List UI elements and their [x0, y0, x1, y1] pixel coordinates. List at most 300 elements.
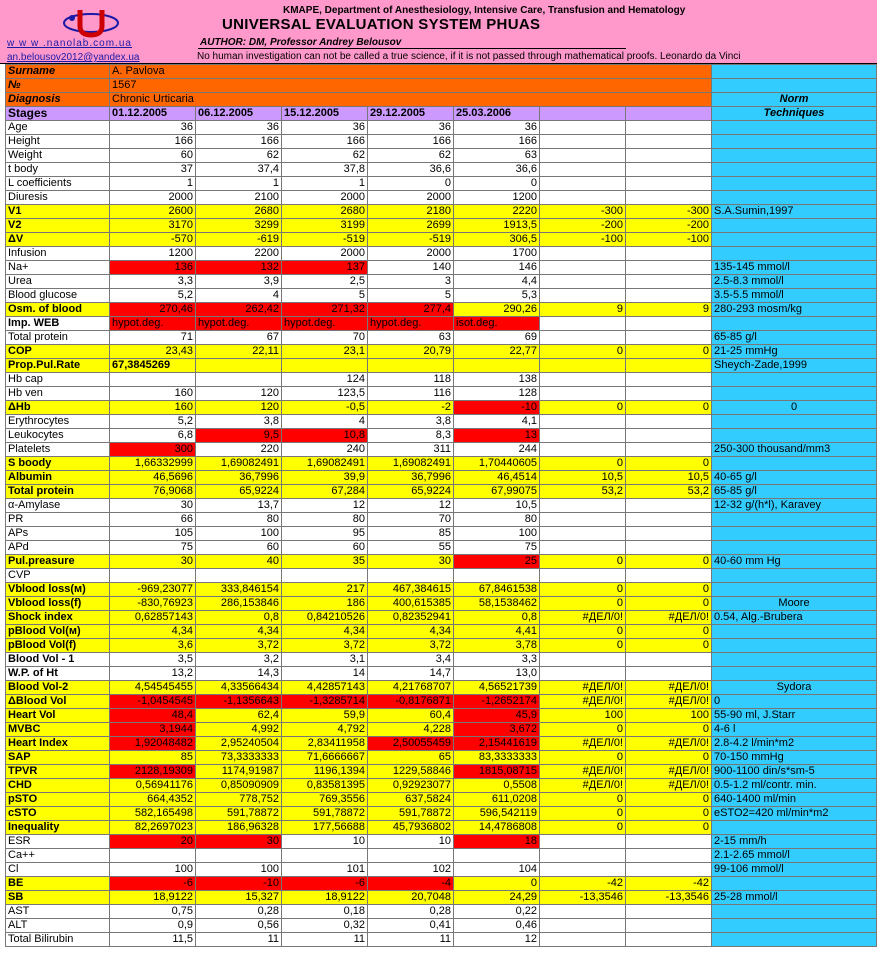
norm-cell[interactable] [712, 919, 877, 933]
data-cell[interactable]: 4,42857143 [282, 681, 368, 695]
data-cell[interactable]: 14,3 [196, 667, 282, 681]
row-label[interactable]: PR [6, 513, 110, 527]
data-cell[interactable]: hypot.deg. [110, 317, 196, 331]
data-cell[interactable] [626, 247, 712, 261]
data-cell[interactable]: 3170 [110, 219, 196, 233]
data-cell[interactable]: 3,8 [368, 415, 454, 429]
data-cell[interactable]: -0,8176871 [368, 695, 454, 709]
data-cell[interactable]: 0 [626, 821, 712, 835]
data-cell[interactable] [626, 163, 712, 177]
data-cell[interactable]: 100 [196, 863, 282, 877]
data-cell[interactable]: 306,5 [454, 233, 540, 247]
data-cell[interactable]: 85 [368, 527, 454, 541]
data-cell[interactable]: 0,56 [196, 919, 282, 933]
row-label[interactable]: Hb ven [6, 387, 110, 401]
data-cell[interactable]: 36,6 [368, 163, 454, 177]
data-cell[interactable]: 62,4 [196, 709, 282, 723]
data-cell[interactable]: 36 [110, 121, 196, 135]
data-cell[interactable]: 75 [110, 541, 196, 555]
data-cell[interactable] [540, 247, 626, 261]
row-label[interactable]: Blood Vol - 1 [6, 653, 110, 667]
data-cell[interactable]: 3 [368, 275, 454, 289]
data-cell[interactable]: 62 [368, 149, 454, 163]
row-label[interactable]: Height [6, 135, 110, 149]
row-label[interactable]: Infusion [6, 247, 110, 261]
data-cell[interactable]: 244 [454, 443, 540, 457]
data-cell[interactable]: 0,8 [454, 611, 540, 625]
data-cell[interactable]: -2 [368, 401, 454, 415]
data-cell[interactable]: 0 [540, 751, 626, 765]
data-cell[interactable]: 13,0 [454, 667, 540, 681]
data-cell[interactable] [196, 359, 282, 373]
data-cell[interactable]: 582,165498 [110, 807, 196, 821]
data-cell[interactable]: 128 [454, 387, 540, 401]
data-cell[interactable]: 177,56688 [282, 821, 368, 835]
data-cell[interactable]: 71,6666667 [282, 751, 368, 765]
row-label[interactable]: Heart Vol [6, 709, 110, 723]
data-cell[interactable]: 769,3556 [282, 793, 368, 807]
data-cell[interactable]: 2220 [454, 205, 540, 219]
data-cell[interactable]: 39,9 [282, 471, 368, 485]
row-label[interactable]: ΔV [6, 233, 110, 247]
data-cell[interactable] [540, 499, 626, 513]
data-cell[interactable]: 73,3333333 [196, 751, 282, 765]
data-cell[interactable]: 11 [368, 933, 454, 947]
norm-cell[interactable]: 900-1100 din/s*sm-5 [712, 765, 877, 779]
data-cell[interactable] [540, 121, 626, 135]
data-cell[interactable]: 0 [626, 457, 712, 471]
data-cell[interactable]: 0 [540, 807, 626, 821]
data-cell[interactable] [626, 835, 712, 849]
data-cell[interactable]: 60 [110, 149, 196, 163]
data-cell[interactable]: -969,23077 [110, 583, 196, 597]
data-cell[interactable]: -519 [368, 233, 454, 247]
data-cell[interactable]: 67,3845269 [110, 359, 196, 373]
data-cell[interactable]: 591,78872 [282, 807, 368, 821]
data-cell[interactable]: 160 [110, 387, 196, 401]
data-cell[interactable]: #ДЕЛ/0! [540, 765, 626, 779]
data-cell[interactable]: 116 [368, 387, 454, 401]
norm-cell[interactable] [712, 387, 877, 401]
data-cell[interactable]: 1 [196, 177, 282, 191]
data-cell[interactable]: 0,92923077 [368, 779, 454, 793]
data-cell[interactable] [626, 415, 712, 429]
data-cell[interactable]: 1,92048482 [110, 737, 196, 751]
data-cell[interactable]: 102 [368, 863, 454, 877]
data-cell[interactable]: 5,3 [454, 289, 540, 303]
data-cell[interactable]: 0,83581395 [282, 779, 368, 793]
data-cell[interactable]: 166 [368, 135, 454, 149]
data-cell[interactable]: 67,8461538 [454, 583, 540, 597]
data-cell[interactable]: 286,153846 [196, 597, 282, 611]
data-cell[interactable] [626, 499, 712, 513]
data-cell[interactable]: #ДЕЛ/0! [626, 765, 712, 779]
data-cell[interactable] [110, 569, 196, 583]
data-cell[interactable]: 22,11 [196, 345, 282, 359]
data-cell[interactable]: 67,284 [282, 485, 368, 499]
data-cell[interactable]: 1 [110, 177, 196, 191]
data-cell[interactable]: 36 [368, 121, 454, 135]
norm-cell[interactable] [712, 121, 877, 135]
data-cell[interactable]: 3,6 [110, 639, 196, 653]
data-cell[interactable]: 400,615385 [368, 597, 454, 611]
data-cell[interactable] [626, 933, 712, 947]
data-cell[interactable]: 300 [110, 443, 196, 457]
norm-cell[interactable]: Sydora [712, 681, 877, 695]
data-cell[interactable]: 166 [282, 135, 368, 149]
data-cell[interactable]: 0,32 [282, 919, 368, 933]
data-cell[interactable]: 1200 [110, 247, 196, 261]
data-cell[interactable]: 637,5824 [368, 793, 454, 807]
norm-cell[interactable] [712, 583, 877, 597]
data-cell[interactable]: 65,9224 [196, 485, 282, 499]
row-label[interactable]: Osm. of blood [6, 303, 110, 317]
data-cell[interactable] [540, 527, 626, 541]
data-cell[interactable]: 2180 [368, 205, 454, 219]
norm-cell[interactable] [712, 191, 877, 205]
data-cell[interactable]: 3,4 [368, 653, 454, 667]
data-cell[interactable] [196, 849, 282, 863]
data-cell[interactable] [540, 373, 626, 387]
data-cell[interactable] [540, 359, 626, 373]
data-cell[interactable]: 146 [454, 261, 540, 275]
data-cell[interactable]: 4,56521739 [454, 681, 540, 695]
norm-cell[interactable] [712, 653, 877, 667]
data-cell[interactable]: 1,69082491 [368, 457, 454, 471]
data-cell[interactable]: 0,46 [454, 919, 540, 933]
norm-cell[interactable] [712, 569, 877, 583]
data-cell[interactable]: 11 [196, 933, 282, 947]
row-label[interactable]: pBlood Vol(f) [6, 639, 110, 653]
data-cell[interactable]: 65,9224 [368, 485, 454, 499]
data-cell[interactable]: 3199 [282, 219, 368, 233]
data-cell[interactable] [540, 653, 626, 667]
data-cell[interactable]: 1,70440605 [454, 457, 540, 471]
data-cell[interactable] [540, 177, 626, 191]
data-cell[interactable]: 45,7936802 [368, 821, 454, 835]
data-cell[interactable]: -619 [196, 233, 282, 247]
data-cell[interactable]: 186 [282, 597, 368, 611]
data-cell[interactable]: 6,8 [110, 429, 196, 443]
data-cell[interactable] [626, 275, 712, 289]
data-cell[interactable]: 100 [540, 709, 626, 723]
data-cell[interactable]: 1815,08715 [454, 765, 540, 779]
row-label[interactable]: AST [6, 905, 110, 919]
row-label[interactable]: Hb cap [6, 373, 110, 387]
norm-cell[interactable]: 4-6 l [712, 723, 877, 737]
data-cell[interactable]: 120 [196, 401, 282, 415]
data-cell[interactable]: 20,7048 [368, 891, 454, 905]
data-cell[interactable] [540, 919, 626, 933]
data-cell[interactable]: 3,672 [454, 723, 540, 737]
row-label[interactable]: Blood Vol-2 [6, 681, 110, 695]
data-cell[interactable]: 65 [368, 751, 454, 765]
norm-cell[interactable] [712, 527, 877, 541]
data-cell[interactable]: #ДЕЛ/0! [626, 737, 712, 751]
data-cell[interactable] [540, 317, 626, 331]
data-cell[interactable]: 5 [368, 289, 454, 303]
data-cell[interactable]: -300 [626, 205, 712, 219]
data-cell[interactable]: 2000 [110, 191, 196, 205]
row-label[interactable]: SB [6, 891, 110, 905]
data-cell[interactable]: 95 [282, 527, 368, 541]
data-cell[interactable]: 0 [626, 793, 712, 807]
norm-cell[interactable] [712, 905, 877, 919]
norm-cell[interactable]: 250-300 thousand/mm3 [712, 443, 877, 457]
norm-cell[interactable]: 135-145 mmol/l [712, 261, 877, 275]
data-cell[interactable]: 0 [540, 821, 626, 835]
row-label[interactable]: Vblood loss(м) [6, 583, 110, 597]
norm-cell[interactable]: 12-32 g/(h*l), Karavey [712, 499, 877, 513]
data-cell[interactable]: 0 [626, 751, 712, 765]
norm-cell[interactable] [712, 247, 877, 261]
data-cell[interactable]: 59,9 [282, 709, 368, 723]
norm-cell[interactable]: 0.5-1.2 ml/contr. min. [712, 779, 877, 793]
data-cell[interactable] [368, 359, 454, 373]
data-cell[interactable] [540, 163, 626, 177]
data-cell[interactable]: 2,50055459 [368, 737, 454, 751]
data-cell[interactable]: #ДЕЛ/0! [540, 779, 626, 793]
row-label[interactable]: COP [6, 345, 110, 359]
data-cell[interactable]: 36 [454, 121, 540, 135]
data-cell[interactable]: 30 [110, 555, 196, 569]
data-cell[interactable]: 0 [540, 583, 626, 597]
norm-cell[interactable]: 0 [712, 401, 877, 415]
data-cell[interactable]: 46,5696 [110, 471, 196, 485]
norm-cell[interactable]: Moore [712, 597, 877, 611]
row-label[interactable]: Albumin [6, 471, 110, 485]
data-cell[interactable]: 85 [110, 751, 196, 765]
data-cell[interactable]: 0,82352941 [368, 611, 454, 625]
data-cell[interactable] [626, 261, 712, 275]
data-cell[interactable]: #ДЕЛ/0! [540, 681, 626, 695]
data-cell[interactable]: 10,5 [540, 471, 626, 485]
email-link[interactable]: an.belousov2012@yandex.ua [7, 52, 140, 63]
data-cell[interactable] [540, 289, 626, 303]
data-cell[interactable]: -300 [540, 205, 626, 219]
data-cell[interactable]: 25 [454, 555, 540, 569]
norm-cell[interactable]: 640-1400 ml/min [712, 793, 877, 807]
data-cell[interactable] [540, 443, 626, 457]
data-cell[interactable] [626, 919, 712, 933]
row-label[interactable]: W.P. of Ht [6, 667, 110, 681]
row-label[interactable]: TPVR [6, 765, 110, 779]
norm-cell[interactable]: 40-65 g/l [712, 471, 877, 485]
data-cell[interactable]: -42 [626, 877, 712, 891]
row-label[interactable]: ΔHb [6, 401, 110, 415]
data-cell[interactable] [626, 429, 712, 443]
data-cell[interactable]: 4,34 [282, 625, 368, 639]
data-cell[interactable]: 2,83411958 [282, 737, 368, 751]
data-cell[interactable]: 100 [196, 527, 282, 541]
data-cell[interactable]: 36,6 [454, 163, 540, 177]
data-cell[interactable]: 0,28 [368, 905, 454, 919]
data-cell[interactable]: 66 [110, 513, 196, 527]
data-cell[interactable]: 0 [540, 723, 626, 737]
data-cell[interactable]: 3,5 [110, 653, 196, 667]
data-cell[interactable] [626, 905, 712, 919]
data-cell[interactable]: 186,96328 [196, 821, 282, 835]
data-cell[interactable]: 124 [282, 373, 368, 387]
data-cell[interactable]: 5 [282, 289, 368, 303]
data-cell[interactable]: 0 [540, 345, 626, 359]
data-cell[interactable]: 137 [282, 261, 368, 275]
data-cell[interactable]: #ДЕЛ/0! [626, 695, 712, 709]
data-cell[interactable]: hypot.deg. [282, 317, 368, 331]
data-cell[interactable]: 0,41 [368, 919, 454, 933]
norm-cell[interactable]: 0 [712, 695, 877, 709]
row-label[interactable]: α-Amylase [6, 499, 110, 513]
data-cell[interactable]: 104 [454, 863, 540, 877]
data-cell[interactable]: 0 [540, 597, 626, 611]
data-cell[interactable] [626, 527, 712, 541]
norm-cell[interactable] [712, 219, 877, 233]
data-cell[interactable] [540, 541, 626, 555]
row-label[interactable]: ΔBlood Vol [6, 695, 110, 709]
data-cell[interactable]: 262,42 [196, 303, 282, 317]
data-cell[interactable] [368, 569, 454, 583]
data-cell[interactable]: 10,5 [626, 471, 712, 485]
row-label[interactable]: Platelets [6, 443, 110, 457]
norm-cell[interactable] [712, 149, 877, 163]
data-cell[interactable]: 136 [110, 261, 196, 275]
data-cell[interactable]: 0 [626, 345, 712, 359]
data-cell[interactable]: 18 [454, 835, 540, 849]
data-cell[interactable]: 9 [626, 303, 712, 317]
data-cell[interactable] [282, 359, 368, 373]
data-cell[interactable] [626, 149, 712, 163]
norm-cell[interactable]: 3.5-5.5 mmol/l [712, 289, 877, 303]
data-cell[interactable] [540, 429, 626, 443]
data-cell[interactable]: 311 [368, 443, 454, 457]
data-cell[interactable]: 45,9 [454, 709, 540, 723]
norm-cell[interactable]: 55-90 ml, J.Starr [712, 709, 877, 723]
data-cell[interactable] [540, 387, 626, 401]
data-cell[interactable]: 0 [626, 639, 712, 653]
data-cell[interactable]: 4,792 [282, 723, 368, 737]
data-cell[interactable]: 105 [110, 527, 196, 541]
data-cell[interactable]: -1,1356643 [196, 695, 282, 709]
row-label[interactable]: CVP [6, 569, 110, 583]
data-cell[interactable]: -13,3546 [540, 891, 626, 905]
data-cell[interactable]: 06.12.2005 [196, 107, 282, 121]
row-label[interactable]: S boody [6, 457, 110, 471]
data-cell[interactable]: #ДЕЛ/0! [626, 779, 712, 793]
row-label[interactable]: Cl [6, 863, 110, 877]
patient-info-value[interactable]: Chronic Urticaria [110, 93, 712, 107]
data-cell[interactable]: #ДЕЛ/0! [540, 695, 626, 709]
data-cell[interactable]: 0 [626, 807, 712, 821]
data-cell[interactable]: 4,41 [454, 625, 540, 639]
data-cell[interactable]: 36 [196, 121, 282, 135]
data-cell[interactable]: 0 [626, 597, 712, 611]
norm-cell[interactable]: Sheych-Zade,1999 [712, 359, 877, 373]
norm-cell[interactable] [712, 877, 877, 891]
norm-cell[interactable] [712, 373, 877, 387]
data-cell[interactable] [540, 415, 626, 429]
data-cell[interactable] [540, 849, 626, 863]
data-cell[interactable]: 2680 [282, 205, 368, 219]
row-label[interactable]: Surname [6, 65, 110, 79]
patient-info-value[interactable]: A. Pavlova [110, 65, 712, 79]
norm-cell[interactable]: eSTO2=420 ml/min*m2 [712, 807, 877, 821]
data-cell[interactable]: -42 [540, 877, 626, 891]
data-cell[interactable]: 8,3 [368, 429, 454, 443]
data-cell[interactable]: -10 [454, 401, 540, 415]
data-cell[interactable]: 23,1 [282, 345, 368, 359]
data-cell[interactable]: 0,75 [110, 905, 196, 919]
row-label[interactable]: Heart Index [6, 737, 110, 751]
data-cell[interactable]: 591,78872 [368, 807, 454, 821]
data-cell[interactable] [282, 849, 368, 863]
data-cell[interactable]: 0 [626, 723, 712, 737]
data-cell[interactable]: 67,99075 [454, 485, 540, 499]
data-cell[interactable]: 2,15441619 [454, 737, 540, 751]
data-cell[interactable]: 53,2 [540, 485, 626, 499]
row-label[interactable]: Urea [6, 275, 110, 289]
data-cell[interactable]: 36 [282, 121, 368, 135]
data-cell[interactable]: 10,5 [454, 499, 540, 513]
data-cell[interactable]: 62 [282, 149, 368, 163]
row-label[interactable]: APs [6, 527, 110, 541]
data-cell[interactable]: 4,1 [454, 415, 540, 429]
norm-cell[interactable]: Norm [712, 93, 877, 107]
data-cell[interactable]: 11,5 [110, 933, 196, 947]
data-cell[interactable]: 3,1944 [110, 723, 196, 737]
norm-cell[interactable]: 65-85 g/l [712, 331, 877, 345]
row-label[interactable]: № [6, 79, 110, 93]
norm-cell[interactable] [712, 625, 877, 639]
row-label[interactable]: L coefficients [6, 177, 110, 191]
data-cell[interactable]: 123,5 [282, 387, 368, 401]
data-cell[interactable]: 3,2 [196, 653, 282, 667]
data-cell[interactable]: 100 [454, 527, 540, 541]
norm-cell[interactable] [712, 513, 877, 527]
data-cell[interactable]: #ДЕЛ/0! [540, 737, 626, 751]
data-cell[interactable] [626, 513, 712, 527]
patient-info-value[interactable]: 1567 [110, 79, 712, 93]
norm-cell[interactable]: 2.1-2.65 mmol/l [712, 849, 877, 863]
data-cell[interactable]: 11 [282, 933, 368, 947]
data-cell[interactable]: 14,4786808 [454, 821, 540, 835]
data-cell[interactable] [540, 331, 626, 345]
data-cell[interactable]: 1,66332999 [110, 457, 196, 471]
data-cell[interactable]: 0,84210526 [282, 611, 368, 625]
data-cell[interactable]: 60 [282, 541, 368, 555]
data-cell[interactable]: 4,4 [454, 275, 540, 289]
data-cell[interactable]: 611,0208 [454, 793, 540, 807]
data-cell[interactable] [626, 387, 712, 401]
data-cell[interactable]: 67 [196, 331, 282, 345]
data-cell[interactable]: 37,4 [196, 163, 282, 177]
data-cell[interactable]: 60,4 [368, 709, 454, 723]
data-cell[interactable]: 14 [282, 667, 368, 681]
row-label[interactable]: Age [6, 121, 110, 135]
data-cell[interactable] [368, 849, 454, 863]
data-cell[interactable]: 3,78 [454, 639, 540, 653]
data-cell[interactable]: 3,8 [196, 415, 282, 429]
data-cell[interactable]: 0 [540, 457, 626, 471]
row-label[interactable]: Leukocytes [6, 429, 110, 443]
data-cell[interactable]: 10 [368, 835, 454, 849]
data-cell[interactable]: 778,752 [196, 793, 282, 807]
data-cell[interactable]: 20,79 [368, 345, 454, 359]
row-label[interactable]: V1 [6, 205, 110, 219]
norm-cell[interactable]: 40-60 mm Hg [712, 555, 877, 569]
data-cell[interactable]: 4,33566434 [196, 681, 282, 695]
data-cell[interactable]: 0,62857143 [110, 611, 196, 625]
data-cell[interactable] [626, 849, 712, 863]
